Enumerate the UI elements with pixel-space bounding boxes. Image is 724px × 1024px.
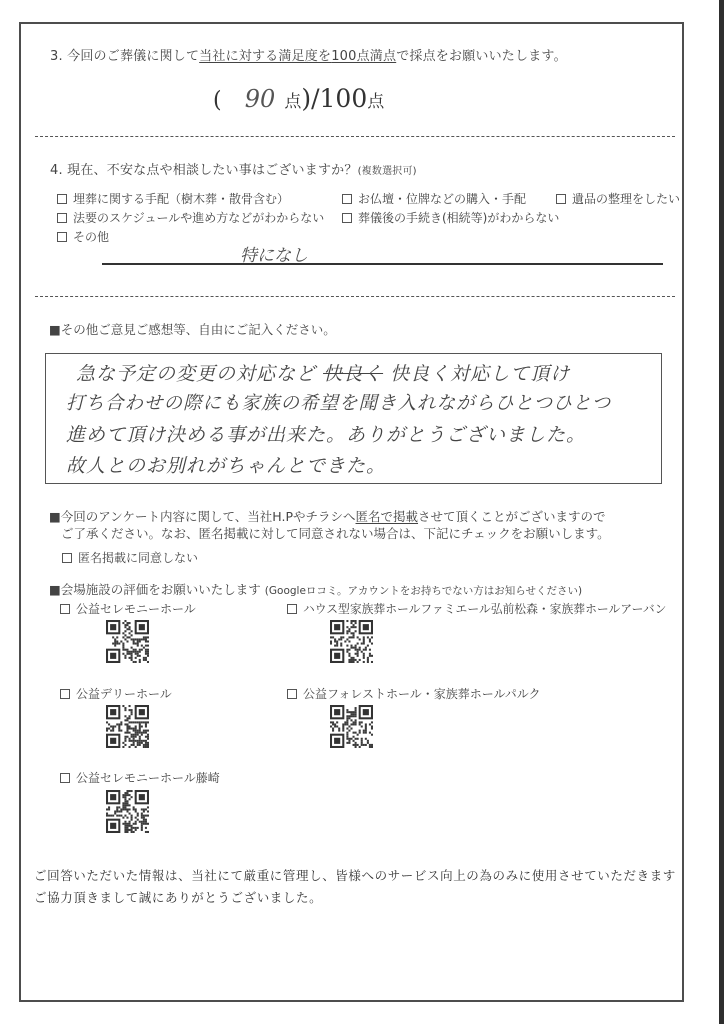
consent-checkbox-label: 匿名掲載に同意しない [78,551,199,565]
q4-note: (複数選択可) [357,166,417,177]
section-divider [35,136,675,137]
consent-option[interactable] [62,549,198,566]
comment-line [76,359,570,386]
checkbox-icon[interactable] [342,194,352,204]
qr-code-icon[interactable] [106,620,149,663]
section-divider [35,296,675,297]
facility-option[interactable] [287,600,666,617]
q3-score [213,84,384,113]
facility-label: 公益デリーホール [76,687,172,701]
facility-option[interactable] [60,769,220,786]
score-total-unit: 点 [367,92,385,112]
facility-label: ハウス型家族葬ホールファミエール弘前松森・家族葬ホールアーバン [303,602,667,616]
q3-text-pre: 今回のご葬儀に関して [67,49,200,64]
facilities-note: (Googleロコミ。アカウントをお持ちでない方はお知らせください) [264,585,583,597]
footer-privacy-note: ご回答いただいた情報は、当社にて厳重に管理し、皆様へのサービス向上の為のみに使用させていただきます [34,868,676,883]
other-answer-line [102,263,663,265]
consent-text: させて頂くことがございますので [418,509,606,524]
comment-line: 故人とのお別れがちゃんとできた。 [66,455,387,477]
q4-option-label: 葬儀後の手続き(相続等)がわからない [358,211,560,225]
facility-option[interactable] [60,685,172,702]
q4-option[interactable] [342,209,559,226]
q4-option-label: 遺品の整理をしたい [572,192,681,206]
score-open-paren: ( [213,88,222,113]
q4-option-label: 法要のスケジュールや進め方などがわからない [73,211,325,225]
score-unit: 点 [284,92,302,112]
other-handwritten-answer[interactable]: 特になし [240,246,308,266]
q4-option[interactable] [57,209,324,226]
q4-option[interactable] [57,228,109,245]
facilities-heading [49,580,582,598]
q3-title [50,45,567,64]
qr-code-icon[interactable] [106,790,149,833]
checkbox-icon[interactable] [556,194,566,204]
facility-label: 公益セレモニーホール [76,602,196,616]
checkbox-icon[interactable] [60,604,70,614]
checkbox-icon[interactable] [287,604,297,614]
consent-text-1 [49,507,606,525]
q4-option[interactable] [556,190,680,207]
score-handwritten-value[interactable]: 90 [244,85,276,113]
consent-underlined: 匿名で掲載 [355,509,419,524]
qr-code-icon[interactable] [106,705,149,748]
facility-option[interactable] [287,685,540,702]
checkbox-icon[interactable] [60,773,70,783]
scan-edge [719,0,724,1024]
checkbox-icon[interactable] [342,213,352,223]
qr-code-icon[interactable] [330,620,373,663]
checkbox-icon[interactable] [287,689,297,699]
facilities-heading-text: ■会場施設の評価をお願いいたします [49,582,261,597]
q4-title [50,159,417,178]
comment-line: 打ち合わせの際にも家族の希望を聞き入れながらひとつひとつ [66,393,612,414]
comment-line: 進めて頂け決める事が出来た。ありがとうございました。 [66,424,587,446]
q4-option[interactable] [342,190,526,207]
q4-option-label: その他 [73,230,110,244]
facility-label: 公益セレモニーホール藤崎 [76,771,220,785]
checkbox-icon[interactable] [60,689,70,699]
checkbox-icon[interactable] [57,194,67,204]
checkbox-icon[interactable] [57,232,67,242]
facility-label: 公益フォレストホール・家族葬ホールパルク [303,687,541,701]
comment-text: 急な予定の変更の対応など [76,363,317,385]
comment-strikethrough: 快良く [323,363,384,385]
consent-text-2: ご了承ください。なお、匿名掲載に対して同意されない場合は、下記にチェックをお願いします。 [61,526,610,541]
checkbox-icon[interactable] [62,553,72,563]
checkbox-icon[interactable] [57,213,67,223]
q4-option-label: 埋葬に関する手配（樹木葬・散骨含む） [73,192,290,206]
q3-text-underlined-2: 100点満点 [331,49,397,64]
comments-heading: ■その他ご意見ご感想等、自由にご記入ください。 [49,322,336,337]
q4-option-label: お仏壇・位牌などの購入・手配 [358,192,527,206]
consent-text: ■今回のアンケート内容に関して、当社H.Pやチラシへ [49,509,356,524]
q3-number: 3. [50,49,63,64]
qr-code-icon[interactable] [330,705,373,748]
q4-option[interactable] [57,190,289,207]
q4-question: 現在、不安な点や相談したい事はございますか？ [67,163,358,178]
q4-number: 4. [50,163,63,178]
facility-option[interactable] [60,600,196,617]
q3-text-underlined-1: 当社に対する満足度を [199,49,332,64]
q3-text-post: で採点をお願いいたします。 [396,49,567,64]
comment-text: 快良く対応して頂け [390,363,571,385]
score-total: )/100 [301,84,368,113]
footer-thanks: ご協力頂きまして誠にありがとうございました。 [34,890,323,905]
